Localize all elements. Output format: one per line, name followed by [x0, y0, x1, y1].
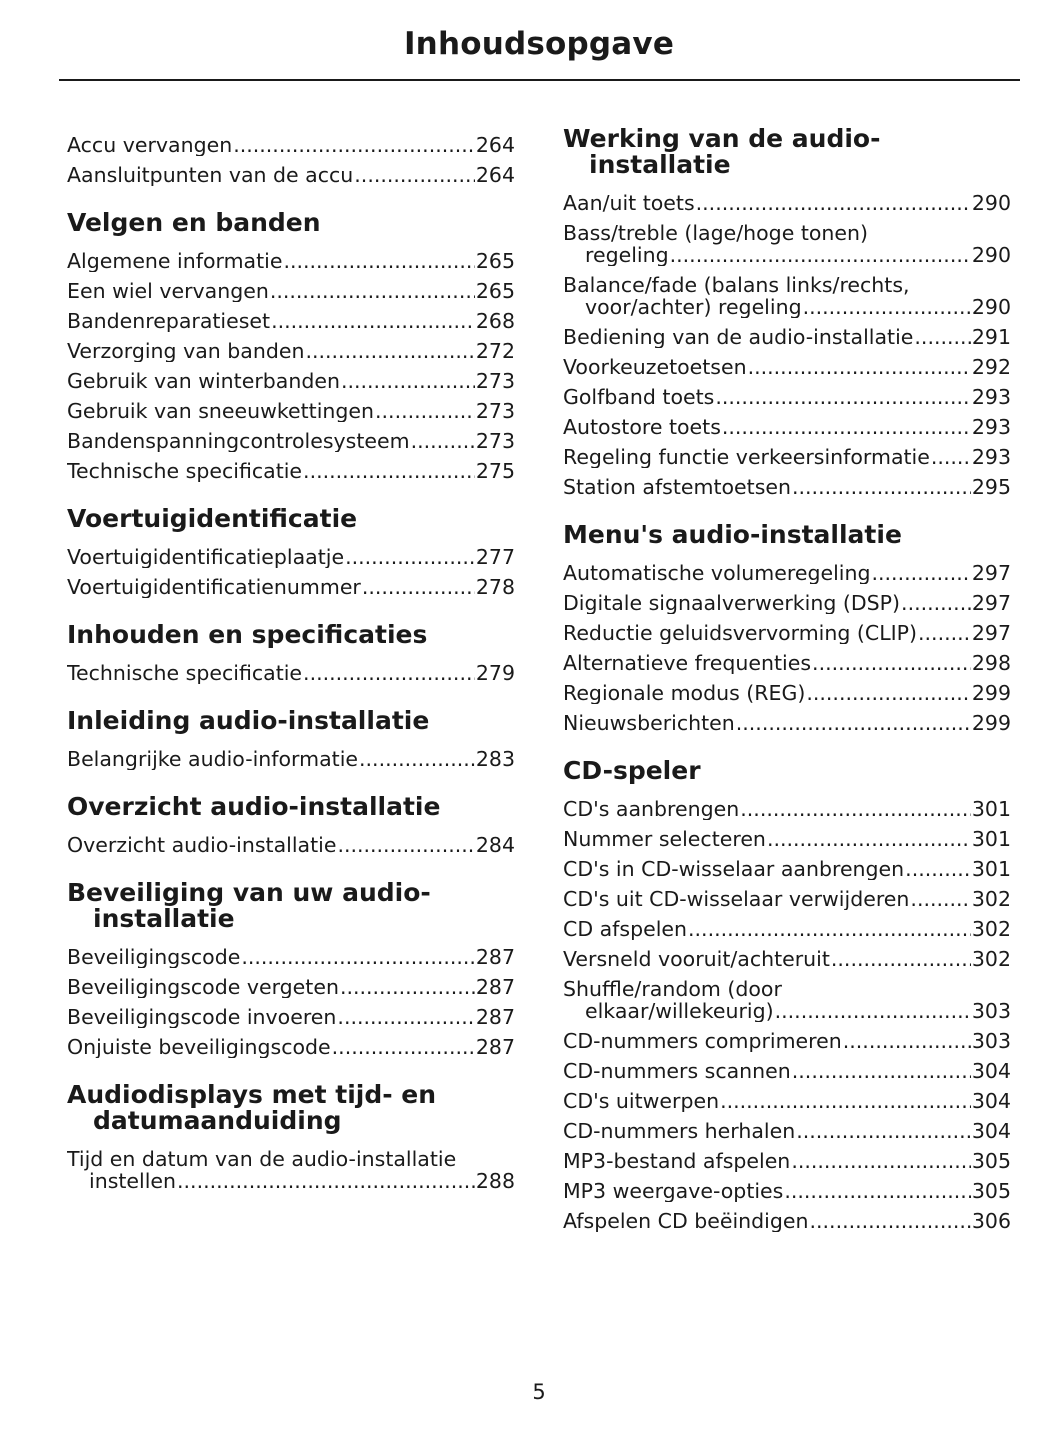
toc-entry-page: 273 — [475, 399, 515, 422]
toc-entry[interactable] — [563, 584, 1011, 614]
toc-entry[interactable] — [563, 910, 1011, 940]
toc-entry-page: 283 — [475, 747, 515, 770]
toc-entry[interactable] — [563, 1112, 1011, 1142]
toc-entry-label: regeling — [585, 243, 669, 266]
toc-entry-page: 293 — [971, 415, 1011, 438]
dot-leader — [931, 446, 971, 468]
toc-entry[interactable] — [563, 438, 1011, 468]
dot-leader — [359, 748, 475, 770]
toc-section-beveiliging-van-uw-audio-installatie — [67, 880, 515, 1058]
toc-entry[interactable] — [67, 156, 515, 186]
section-heading: Werking van de audio-installatie — [563, 124, 881, 179]
toc-entry[interactable] — [563, 378, 1011, 408]
dot-leader — [796, 1120, 971, 1142]
dot-leader — [688, 918, 971, 940]
toc-entry-page: 297 — [971, 591, 1011, 614]
dot-leader — [806, 682, 971, 704]
dot-leader — [332, 1036, 475, 1058]
toc-entry-label: Technische specificatie — [67, 459, 303, 482]
toc-entry[interactable] — [563, 1082, 1011, 1112]
toc-entry-label-line1: Balance/fade (balans links/rechts, — [563, 273, 910, 297]
dot-leader — [767, 828, 971, 850]
dot-leader — [914, 326, 970, 348]
toc-entry-label: Technische specificatie — [67, 661, 303, 684]
dot-leader — [340, 976, 475, 998]
toc-entry-label: CD's in CD-wisselaar aanbrengen — [563, 857, 905, 880]
dot-leader — [270, 280, 475, 302]
toc-entry-page: 305 — [971, 1179, 1011, 1202]
toc-entry-label: Automatische volumeregeling — [563, 561, 871, 584]
toc-entry[interactable] — [563, 214, 1011, 266]
toc-entry-label: Beveiligingscode invoeren — [67, 1005, 337, 1028]
dot-leader — [812, 652, 971, 674]
toc-entry-label: Nieuwsberichten — [563, 711, 735, 734]
toc-entry-page: 303 — [971, 999, 1011, 1022]
toc-entry[interactable] — [67, 392, 515, 422]
toc-entry[interactable] — [67, 332, 515, 362]
toc-entry[interactable] — [563, 940, 1011, 970]
dot-leader — [872, 562, 971, 584]
toc-entry-label: elkaar/willekeurig) — [585, 999, 774, 1022]
dot-leader — [341, 370, 475, 392]
toc-entry-label: Aansluitpunten van de accu — [67, 163, 354, 186]
toc-entry[interactable] — [563, 704, 1011, 734]
toc-entry-label: Gebruik van winterbanden — [67, 369, 340, 392]
dot-leader — [740, 798, 971, 820]
toc-entry-label: Overzicht audio-installatie — [67, 833, 337, 856]
toc-entry[interactable] — [563, 614, 1011, 644]
toc-section-menu-s-audio-installatie — [563, 522, 1011, 734]
toc-entry-label-line1: Bass/treble (lage/hoge tonen) — [563, 221, 868, 245]
toc-entry-page: 305 — [971, 1149, 1011, 1172]
toc-entry[interactable] — [563, 266, 1011, 318]
toc-section-velgen-en-banden — [67, 210, 515, 482]
dot-leader — [337, 834, 474, 856]
toc-entry-page: 297 — [971, 561, 1011, 584]
toc-entry[interactable] — [563, 970, 1011, 1022]
section-heading: Velgen en banden — [67, 208, 321, 237]
toc-entry-page: 287 — [475, 1035, 515, 1058]
dot-leader — [910, 888, 970, 910]
toc-entry[interactable] — [67, 568, 515, 598]
dot-leader — [715, 386, 971, 408]
dot-leader — [303, 662, 475, 684]
toc-entry[interactable] — [563, 850, 1011, 880]
dot-leader — [918, 622, 971, 644]
toc-entry[interactable] — [67, 1140, 515, 1192]
toc-entry[interactable] — [67, 938, 515, 968]
dot-leader — [233, 134, 475, 156]
section-heading: Beveiliging van uw audio-installatie — [67, 878, 431, 933]
toc-entry-label: Gebruik van sneeuwkettingen — [67, 399, 375, 422]
toc-entry-page: 284 — [475, 833, 515, 856]
toc-entry-page: 302 — [971, 887, 1011, 910]
toc-entry-page: 264 — [475, 163, 515, 186]
toc-entry-page: 273 — [475, 429, 515, 452]
toc-entry-label: Station afstemtoetsen — [563, 475, 791, 498]
toc-entry-label-line1: Tijd en datum van de audio-installatie — [67, 1147, 457, 1171]
dot-leader — [696, 192, 971, 214]
toc-entry-label: instellen — [89, 1169, 177, 1192]
toc-entry-label: Beveiligingscode vergeten — [67, 975, 339, 998]
toc-entry-page: 301 — [971, 827, 1011, 850]
toc-entry-page: 268 — [475, 309, 515, 332]
toc-right-column — [563, 126, 1011, 1232]
dot-leader — [722, 416, 971, 438]
toc-entry[interactable] — [67, 968, 515, 998]
toc-entry-label: MP3-bestand afspelen — [563, 1149, 791, 1172]
toc-entry-label: CD's uitwerpen — [563, 1089, 720, 1112]
toc-entry-page: 303 — [971, 1029, 1011, 1052]
toc-entry-label: Autostore toets — [563, 415, 721, 438]
dot-leader — [748, 356, 971, 378]
toc-entry[interactable] — [563, 408, 1011, 438]
toc-entry-label-line1: Shuffle/random (door — [563, 977, 782, 1001]
toc-entry-label: Bandenspanningcontrolesysteem — [67, 429, 410, 452]
toc-entry-label: Bandenreparatieset — [67, 309, 271, 332]
toc-entry-label: MP3 weergave-opties — [563, 1179, 784, 1202]
toc-entry[interactable] — [67, 538, 515, 568]
toc-entry-label: Aan/uit toets — [563, 191, 695, 214]
title-divider — [59, 79, 1020, 81]
toc-left-column — [67, 126, 515, 1192]
toc-section-cd-speler — [563, 758, 1011, 1232]
toc-entry[interactable] — [563, 674, 1011, 704]
toc-entry[interactable] — [67, 362, 515, 392]
section-heading: Overzicht audio-installatie — [67, 792, 441, 821]
toc-entry[interactable] — [67, 422, 515, 452]
toc-entry[interactable] — [563, 318, 1011, 348]
toc-section-intro — [67, 126, 515, 186]
section-heading: Menu's audio-installatie — [563, 520, 902, 549]
toc-entry[interactable] — [563, 1202, 1011, 1232]
toc-entry-page: 299 — [971, 711, 1011, 734]
toc-entry-page: 304 — [971, 1119, 1011, 1142]
toc-entry-label: Een wiel vervangen — [67, 279, 269, 302]
toc-entry-page: 292 — [971, 355, 1011, 378]
page-title: Inhoudsopgave — [403, 26, 675, 62]
dot-leader — [775, 1000, 971, 1022]
toc-entry-page: 275 — [475, 459, 515, 482]
dot-leader — [901, 592, 971, 614]
toc-entry-page: 279 — [475, 661, 515, 684]
toc-entry-label: Accu vervangen — [67, 133, 233, 156]
dot-leader — [810, 1210, 971, 1232]
toc-entry[interactable] — [563, 644, 1011, 674]
dot-leader — [411, 430, 475, 452]
toc-entry-label: CD's aanbrengen — [563, 797, 740, 820]
toc-entry-label: Nummer selecteren — [563, 827, 766, 850]
toc-entry-label: Verzorging van banden — [67, 339, 305, 362]
toc-entry-label: voor/achter) regeling — [585, 295, 802, 318]
dot-leader — [784, 1180, 971, 1202]
toc-entry-label: Regionale modus (REG) — [563, 681, 806, 704]
dot-leader — [720, 1090, 971, 1112]
toc-entry[interactable] — [563, 1142, 1011, 1172]
section-heading: Inleiding audio-installatie — [67, 706, 430, 735]
toc-entry-page: 291 — [971, 325, 1011, 348]
toc-entry-page: 293 — [971, 445, 1011, 468]
toc-entry-page: 290 — [971, 295, 1011, 318]
dot-leader — [305, 340, 474, 362]
toc-entry[interactable] — [563, 1052, 1011, 1082]
dot-leader — [375, 400, 475, 422]
dot-leader — [303, 460, 475, 482]
toc-entry-page: 290 — [971, 243, 1011, 266]
dot-leader — [736, 712, 971, 734]
toc-entry-page: 297 — [971, 621, 1011, 644]
toc-entry-label: CD-nummers scannen — [563, 1059, 791, 1082]
dot-leader — [670, 244, 971, 266]
toc-section-werking-van-de-audio-installatie — [563, 126, 1011, 498]
toc-entry-label: Voertuigidentificatienummer — [67, 575, 361, 598]
toc-entry-page: 272 — [475, 339, 515, 362]
dot-leader — [843, 1030, 971, 1052]
toc-entry-label: Regeling functie verkeersinformatie — [563, 445, 930, 468]
toc-entry-label: Golfband toets — [563, 385, 715, 408]
toc-entry[interactable] — [67, 998, 515, 1028]
dot-leader — [337, 1006, 474, 1028]
toc-entry-page: 302 — [971, 947, 1011, 970]
toc-entry-page: 304 — [971, 1089, 1011, 1112]
toc-entry-page: 299 — [971, 681, 1011, 704]
dot-leader — [271, 310, 475, 332]
toc-entry-page: 301 — [971, 857, 1011, 880]
toc-entry-label: CD's uit CD-wisselaar verwijderen — [563, 887, 910, 910]
toc-entry-page: 290 — [971, 191, 1011, 214]
dot-leader — [354, 164, 475, 186]
toc-entry-label: Versneld vooruit/achteruit — [563, 947, 830, 970]
toc-entry-label: Bediening van de audio-installatie — [563, 325, 914, 348]
toc-entry[interactable] — [563, 1022, 1011, 1052]
toc-entry[interactable] — [563, 554, 1011, 584]
page-number: 5 — [532, 1380, 546, 1404]
toc-entry[interactable] — [67, 740, 515, 770]
toc-entry[interactable] — [67, 1028, 515, 1058]
toc-entry-page: 287 — [475, 975, 515, 998]
toc-entry[interactable] — [67, 452, 515, 482]
toc-entry[interactable] — [563, 790, 1011, 820]
toc-entry[interactable] — [67, 826, 515, 856]
toc-entry-label: Voorkeuzetoetsen — [563, 355, 747, 378]
section-heading: Inhouden en specificaties — [67, 620, 428, 649]
toc-entry-page: 306 — [971, 1209, 1011, 1232]
toc-entry-page: 301 — [971, 797, 1011, 820]
toc-entry-page: 265 — [475, 249, 515, 272]
toc-entry-label: Onjuiste beveiligingscode — [67, 1035, 331, 1058]
section-heading: CD-speler — [563, 756, 701, 785]
toc-entry-page: 278 — [475, 575, 515, 598]
toc-entry[interactable] — [67, 272, 515, 302]
toc-entry-label: Reductie geluidsvervorming (CLIP) — [563, 621, 918, 644]
toc-entry-page: 304 — [971, 1059, 1011, 1082]
toc-entry[interactable] — [563, 468, 1011, 498]
toc-section-audiodisplays-met-tijd-en-datumaanduiding — [67, 1082, 515, 1192]
toc-entry-label: Beveiligingscode — [67, 945, 241, 968]
dot-leader — [792, 476, 971, 498]
toc-entry-label: CD afspelen — [563, 917, 688, 940]
toc-entry-page: 287 — [475, 1005, 515, 1028]
dot-leader — [792, 1060, 971, 1082]
toc-section-overzicht-audio-installatie — [67, 794, 515, 856]
dot-leader — [345, 546, 475, 568]
toc-entry-label: Belangrijke audio-informatie — [67, 747, 359, 770]
toc-entry-page: 293 — [971, 385, 1011, 408]
toc-section-voertuigidentificatie — [67, 506, 515, 598]
toc-entry-label: Afspelen CD beëindigen — [563, 1209, 809, 1232]
toc-entry[interactable] — [67, 126, 515, 156]
toc-entry-label: CD-nummers comprimeren — [563, 1029, 842, 1052]
toc-entry-page: 264 — [475, 133, 515, 156]
toc-entry-page: 295 — [971, 475, 1011, 498]
dot-leader — [362, 576, 475, 598]
dot-leader — [177, 1170, 475, 1192]
toc-entry[interactable] — [563, 1172, 1011, 1202]
dot-leader — [803, 296, 971, 318]
toc-entry[interactable] — [67, 302, 515, 332]
dot-leader — [791, 1150, 971, 1172]
section-heading: Audiodisplays met tijd- en datumaanduiding — [67, 1080, 437, 1135]
toc-entry[interactable] — [563, 820, 1011, 850]
toc-entry-page: 298 — [971, 651, 1011, 674]
toc-entry[interactable] — [563, 184, 1011, 214]
dot-leader — [283, 250, 474, 272]
toc-entry-page: 265 — [475, 279, 515, 302]
dot-leader — [241, 946, 475, 968]
toc-entry-page: 287 — [475, 945, 515, 968]
toc-entry-label: Digitale signaalverwerking (DSP) — [563, 591, 901, 614]
toc-entry-label: Algemene informatie — [67, 249, 283, 272]
toc-section-inleiding-audio-installatie — [67, 708, 515, 770]
toc-entry-label: Alternatieve frequenties — [563, 651, 812, 674]
toc-entry[interactable] — [67, 242, 515, 272]
toc-entry-page: 277 — [475, 545, 515, 568]
toc-entry-page: 288 — [475, 1169, 515, 1192]
toc-entry-label: Voertuigidentificatieplaatje — [67, 545, 345, 568]
toc-entry[interactable] — [563, 348, 1011, 378]
section-heading: Voertuigidentificatie — [67, 504, 358, 533]
toc-entry[interactable] — [563, 880, 1011, 910]
toc-entry[interactable] — [67, 654, 515, 684]
toc-entry-page: 302 — [971, 917, 1011, 940]
toc-entry-page: 273 — [475, 369, 515, 392]
toc-entry-label: CD-nummers herhalen — [563, 1119, 796, 1142]
dot-leader — [905, 858, 971, 880]
dot-leader — [831, 948, 971, 970]
toc-section-inhouden-en-specificaties — [67, 622, 515, 684]
